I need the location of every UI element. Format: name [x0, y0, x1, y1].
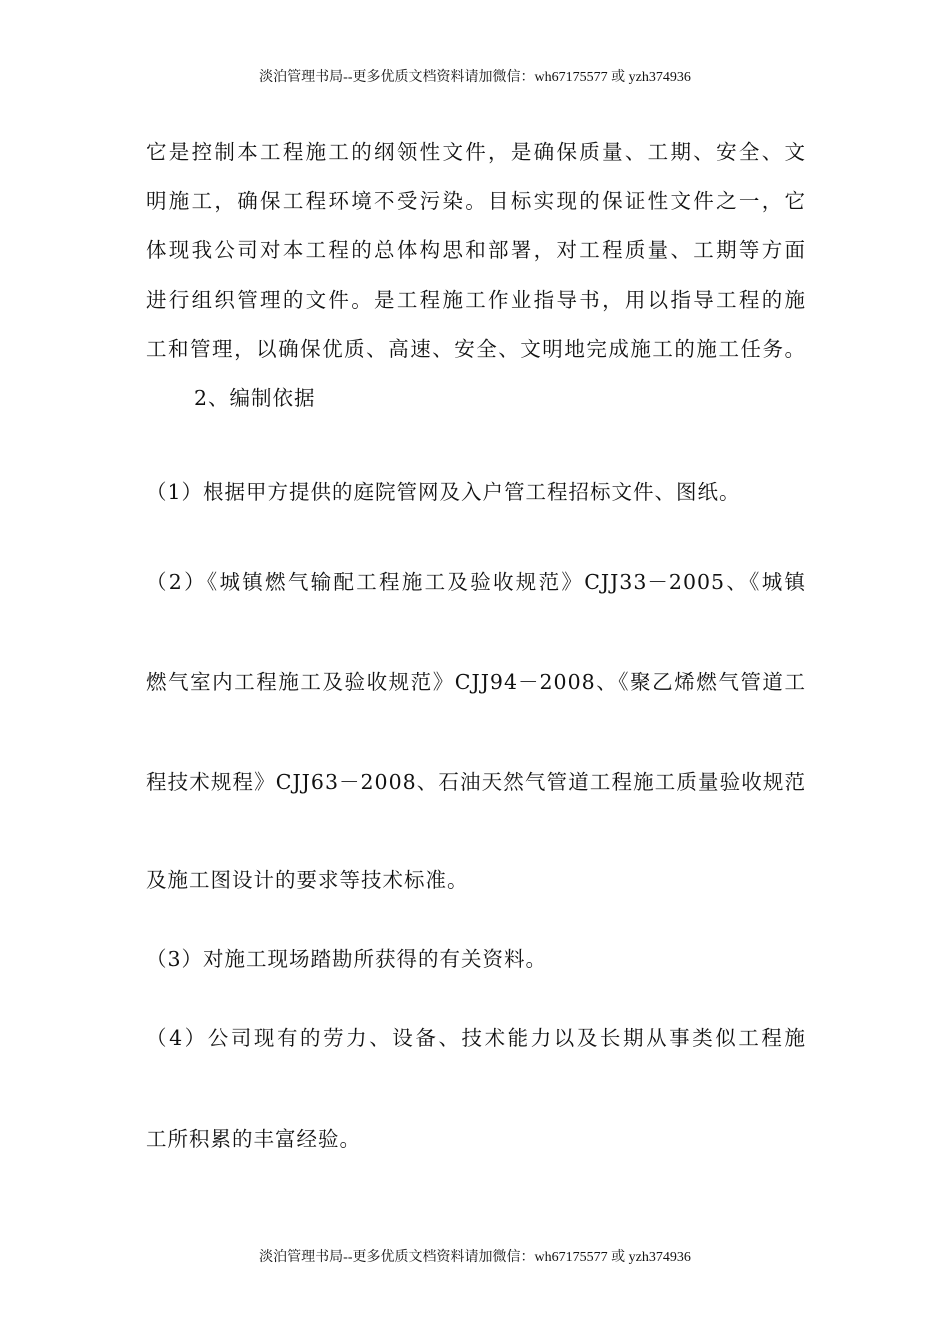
paragraph-line: 明施工，确保工程环境不受污染。目标实现的保证性文件之一，它 [146, 189, 806, 213]
list-item-continuation: 燃气室内工程施工及验收规范》CJJ94－2008、《聚乙烯燃气管道工 [146, 670, 806, 694]
paragraph-line: 工和管理，以确保优质、高速、安全、文明地完成施工的施工任务。 [146, 337, 806, 361]
list-item: （1）根据甲方提供的庭院管网及入户管工程招标文件、图纸。 [146, 480, 741, 504]
list-item-continuation: 工所积累的丰富经验。 [146, 1127, 361, 1151]
list-item: （3）对施工现场踏勘所获得的有关资料。 [146, 947, 548, 971]
list-item: （4）公司现有的劳力、设备、技术能力以及长期从事类似工程施 [146, 1026, 806, 1050]
page-header: 淡泊管理书局--更多优质文档资料请加微信：wh67175577 或 yzh374936 [259, 70, 691, 85]
paragraph-line: 进行组织管理的文件。是工程施工作业指导书，用以指导工程的施 [146, 288, 806, 312]
paragraph-line: 体现我公司对本工程的总体构思和部署，对工程质量、工期等方面 [146, 238, 806, 262]
list-item-continuation: 程技术规程》CJJ63－2008、石油天然气管道工程施工质量验收规范 [146, 770, 806, 794]
page-footer: 淡泊管理书局--更多优质文档资料请加微信：wh67175577 或 yzh374936 [259, 1250, 691, 1265]
list-item-continuation: 及施工图设计的要求等技术标准。 [146, 868, 469, 892]
list-item: （2）《城镇燃气输配工程施工及验收规范》CJJ33－2005、《城镇 [146, 570, 806, 594]
section-heading: 2、编制依据 [194, 386, 316, 410]
paragraph-line: 它是控制本工程施工的纲领性文件，是确保质量、工期、安全、文 [146, 140, 806, 164]
